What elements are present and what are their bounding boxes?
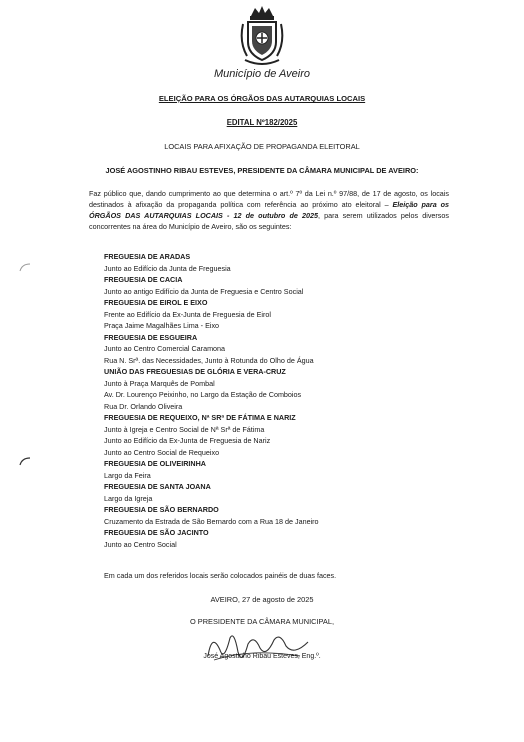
parish-heading: FREGUESIA DE REQUEIXO, Nª SRª DE FÁTIMA E NARIZ (104, 413, 296, 422)
parish-heading: FREGUESIA DE ESGUEIRA (104, 332, 198, 342)
location-item: Cruzamento da Estrada de São Bernardo com a Rua 18 de Janeiro (104, 516, 319, 526)
edict-number: EDITAL Nº182/2025 (226, 118, 298, 127)
issuer-line: JOSÉ AGOSTINHO RIBAU ESTEVES, PRESIDENTE DA CÂMARA MUNICIPAL DE AVEIRO: (105, 166, 419, 175)
election-title: ELEIÇÃO PARA OS ÓRGÃOS DAS AUTARQUIAS LOCAIS (158, 94, 366, 103)
location-item: Junto à Igreja e Centro Social de Nª Srª de Fátima (104, 424, 265, 434)
handwritten-signature (190, 626, 340, 676)
location-item: Junto ao Edifício da Ex-Junta de Freguesia de Nariz (104, 436, 271, 445)
parish-heading: FREGUESIA DE OLIVEIRINHA (104, 459, 206, 468)
parish-heading: FREGUESIA DE EIROL E EIXO (104, 298, 208, 307)
parish-heading: FREGUESIA DE SANTA JOANA (104, 482, 211, 491)
intro-text-2: , para serem utilizados pelos diversos concorrentes na área do Município de Aveiro, são os seguintes: (89, 211, 449, 231)
signatory-title: O PRESIDENTE DA CÂMARA MUNICIPAL, (189, 617, 334, 626)
location-item: Junto ao antigo Edifício da Junta de Freguesia e Centro Social (104, 286, 304, 296)
intro-emphasis: Eleição para os ÓRGÃOS DAS AUTARQUIAS LOCAIS - 12 de outubro de 2025 (89, 200, 450, 220)
location-item: Junto ao Edifício da Junta de Freguesia (104, 263, 231, 273)
locations-list (104, 251, 464, 550)
location-item: Largo da Igreja (104, 493, 153, 503)
closing-statement: Em cada um dos referidos locais serão colocados painéis de duas faces. (104, 571, 337, 580)
location-item: Rua N. Srª. das Necessidades, Junto à Rotunda do Olho de Água (104, 355, 314, 365)
location-item: Junto ao Centro Comercial Caramona (104, 344, 226, 353)
parish-heading: FREGUESIA DE CACIA (104, 275, 183, 284)
parish-heading: FREGUESIA DE SÃO JACINTO (104, 528, 209, 537)
place-date: AVEIRO, 27 de agosto de 2025 (210, 595, 314, 604)
binder-hole-mark-top (18, 262, 32, 272)
parish-heading: UNIÃO DAS FREGUESIAS DE GLÓRIA E VERA-CRUZ (104, 367, 286, 376)
municipality-name: Município de Aveiro (214, 68, 310, 80)
signatory-name: José Agostinho Ribau Esteves, Eng.º. (203, 653, 321, 660)
intro-paragraph (89, 188, 449, 232)
intro-text-1: Faz público que, dando cumprimento ao que determina o art.º 7º da Lei n.º 97/88, de 17 de agosto, os locais destinados à afixação da propaganda política com referência ao próximo ato eleitoral – (89, 189, 449, 209)
location-item: Rua Dr. Orlando Oliveira (104, 401, 183, 411)
location-item: Frente ao Edifício da Ex-Junta de Freguesia de Eirol (104, 309, 272, 319)
location-item: Largo da Feira (104, 470, 151, 480)
location-item: Praça Jaime Magalhães Lima - Eixo (104, 321, 220, 330)
location-item: Junto ao Centro Social (104, 539, 177, 549)
binder-hole-mark-bottom (18, 456, 32, 466)
municipal-coat-of-arms-icon (237, 2, 287, 68)
edict-subject: LOCAIS PARA AFIXAÇÃO DE PROPAGANDA ELEITORAL (164, 142, 360, 151)
parish-heading: FREGUESIA DE SÃO BERNARDO (104, 505, 219, 514)
parish-heading: FREGUESIA DE ARADAS (104, 252, 191, 261)
location-item: Junto à Praça Marquês de Pombal (104, 378, 215, 388)
location-item: Av. Dr. Lourenço Peixinho, no Largo da Estação de Comboios (104, 390, 302, 399)
location-item: Junto ao Centro Social de Requeixo (104, 447, 220, 457)
